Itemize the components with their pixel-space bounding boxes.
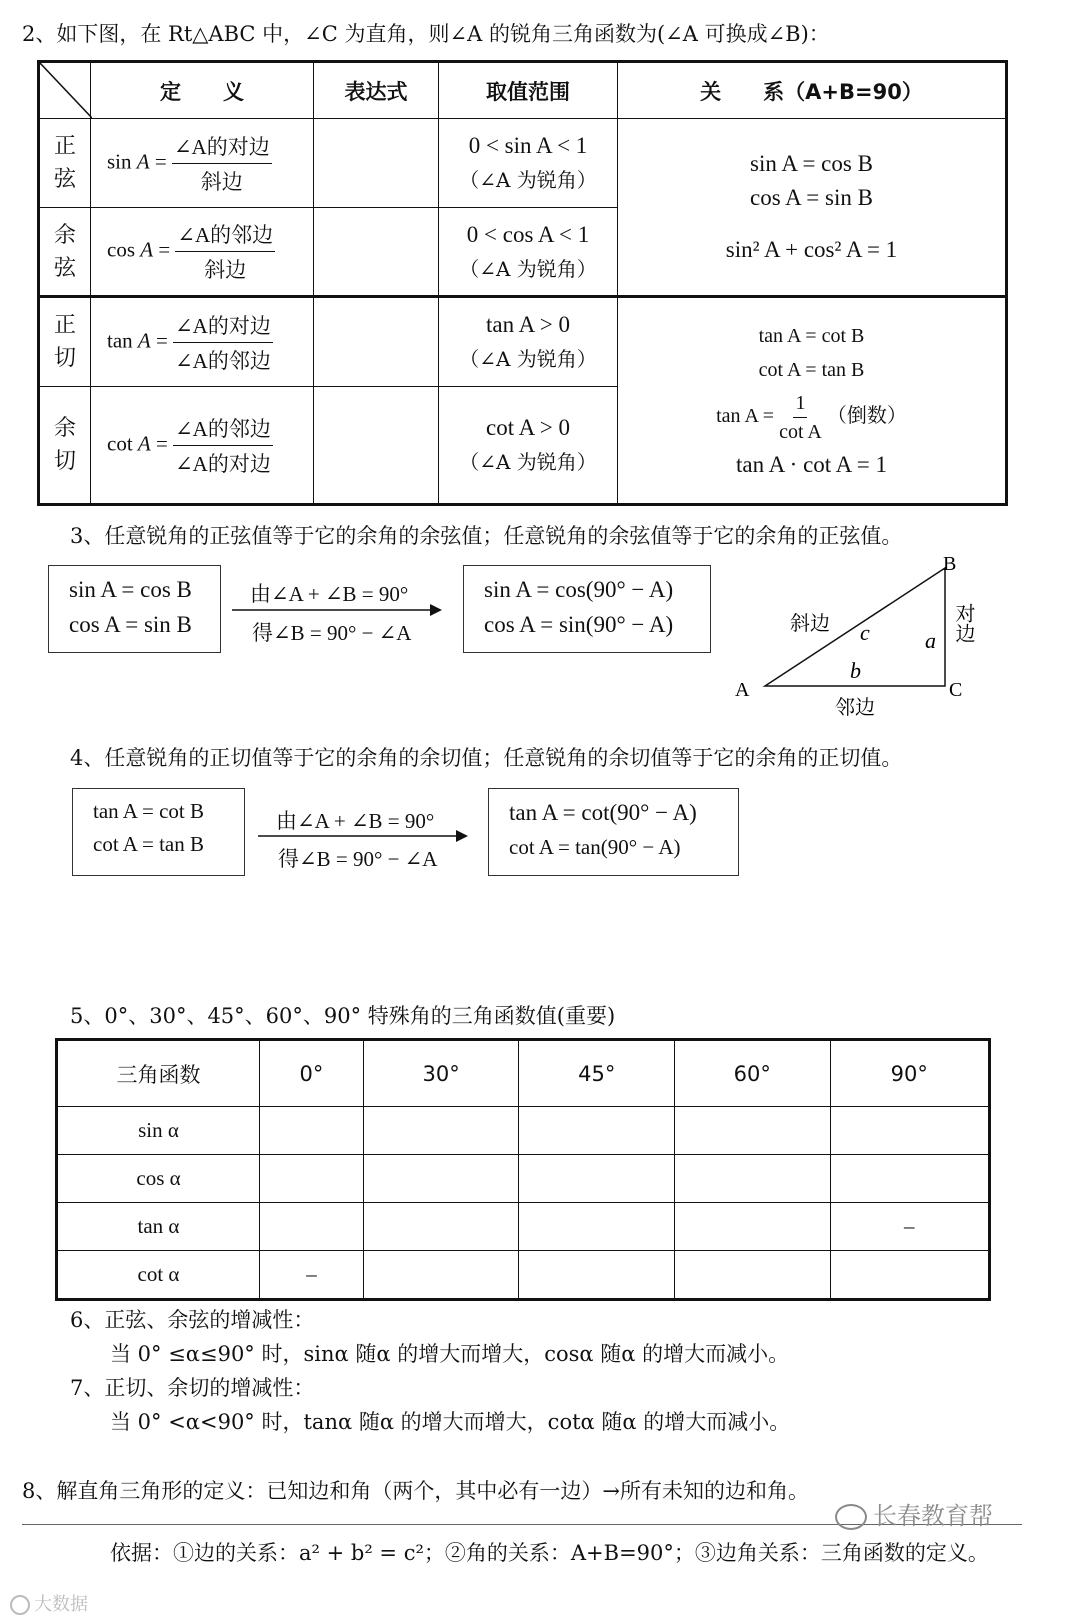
- sec4-left-box: tan A = cot B cot A = tan B: [72, 788, 245, 876]
- watermark-brand: 长春教育帮: [835, 1496, 993, 1531]
- table-cell: [260, 1155, 364, 1203]
- tancot-relations: tan A = cot B cot A = tan B tan A = $\frac{1}{\text{cot A}}$ （倒数） tan A · cot A = 1: [618, 297, 1007, 505]
- table-cell: [260, 1107, 364, 1155]
- sec3-arrow-bottom-text: 得∠B = 90° − ∠A: [252, 621, 412, 645]
- table-cell: [674, 1203, 830, 1251]
- header-0deg: 0°: [260, 1040, 364, 1107]
- section-6-title: 6、正弦、余弦的增减性：: [70, 1308, 315, 1332]
- table-cell: [519, 1203, 675, 1251]
- section-8-title: 8、解直角三角形的定义：已知边和角（两个，其中必有一边）→所有未知的边和角。: [22, 1479, 809, 1503]
- table-row: [57, 1203, 990, 1251]
- cotangent-definition: cot A = $\frac{\text{∠A的邻边}}{\text{∠A的对边}}$: [91, 387, 314, 505]
- table-cell: [363, 1107, 519, 1155]
- vertex-c: C: [949, 679, 963, 701]
- sec4-right-box: tan A = cot(90° − A) cot A = tan(90° − A): [488, 788, 739, 876]
- table-cell: [363, 1203, 519, 1251]
- table-cell: [830, 1107, 989, 1155]
- sec3-left-box: sin A = cos B cos A = sin B: [48, 565, 221, 653]
- adjacent-label: 邻边: [835, 695, 875, 719]
- watermark-corner: 大数据: [10, 1590, 88, 1616]
- row-label: 余 弦: [39, 208, 91, 297]
- side-b-label: b: [850, 658, 861, 683]
- vertex-a: A: [735, 679, 750, 701]
- table-cell: [519, 1251, 675, 1300]
- table-cell: [674, 1107, 830, 1155]
- table-cell: [519, 1107, 675, 1155]
- side-c-label: c: [860, 620, 870, 645]
- table-cell: [363, 1251, 519, 1300]
- section-7-title: 7、正切、余切的增减性：: [70, 1376, 315, 1400]
- table-cell: –: [830, 1203, 989, 1251]
- header-function: 三角函数: [57, 1040, 260, 1107]
- table-header-row: [57, 1040, 990, 1107]
- header-60deg: 60°: [674, 1040, 830, 1107]
- wechat-icon: [835, 1504, 867, 1530]
- table-row-tangent: [39, 297, 1007, 387]
- expression-cell: [314, 297, 439, 387]
- row-function-label: sin α: [57, 1107, 260, 1155]
- table-cell: –: [260, 1251, 364, 1300]
- section-2-title: 2、如下图，在 Rt△ABC 中，∠C 为直角，则∠A 的锐角三角函数为(∠A 可换成∠B)：: [22, 22, 830, 46]
- section-3-title: 3、任意锐角的正弦值等于它的余角的余弦值；任意锐角的余弦值等于它的余角的正弦值。: [70, 524, 903, 548]
- logo-icon: [10, 1595, 30, 1615]
- table-cell: [363, 1155, 519, 1203]
- row-function-label: tan α: [57, 1203, 260, 1251]
- header-90deg: 90°: [830, 1040, 989, 1107]
- section-5-title: 5、0°、30°、45°、60°、90° 特殊角的三角函数值(重要): [70, 1004, 616, 1028]
- header-relation: 关 系（A+B=90）: [618, 62, 1007, 119]
- trig-definition-table: [37, 60, 1008, 506]
- sine-definition: sin A = $\frac{\text{∠A的对边}}{\text{斜边}}$: [91, 119, 314, 208]
- cosine-definition: cos A = $\frac{\text{∠A的邻边}}{\text{斜边}}$: [91, 208, 314, 297]
- diagonal-corner-cell: [39, 62, 91, 119]
- sine-range: 0 < sin A < 1 （∠A 为锐角）: [439, 119, 618, 208]
- table-cell: [260, 1203, 364, 1251]
- header-range: 取值范围: [439, 62, 618, 119]
- expression-cell: [314, 208, 439, 297]
- sec3-right-box: sin A = cos(90° − A) cos A = sin(90° − A): [463, 565, 711, 653]
- table-cell: [519, 1155, 675, 1203]
- section-6-body: 当 0° ≤α≤90° 时，sinα 随α 的增大而增大，cosα 随α 的增大而减小。: [110, 1342, 790, 1366]
- header-45deg: 45°: [519, 1040, 675, 1107]
- row-label: 余 切: [39, 387, 91, 505]
- row-function-label: cot α: [57, 1251, 260, 1300]
- table-cell: [674, 1155, 830, 1203]
- header-30deg: 30°: [363, 1040, 519, 1107]
- tangent-range: tan A > 0 （∠A 为锐角）: [439, 297, 618, 387]
- header-expression: 表达式: [314, 62, 439, 119]
- vertex-b: B: [943, 553, 957, 575]
- expression-cell: [314, 387, 439, 505]
- table-header-row: [39, 62, 1007, 119]
- table-row: [57, 1251, 990, 1300]
- row-function-label: cos α: [57, 1155, 260, 1203]
- right-triangle-diagram: [730, 548, 1000, 723]
- opposite-label: 对边: [952, 603, 976, 643]
- sincos-relations: sin A = cos B cos A = sin B sin² A + cos² A = 1: [618, 119, 1007, 297]
- row-label: 正 弦: [39, 119, 91, 208]
- tangent-definition: tan A = $\frac{\text{∠A的对边}}{\text{∠A的邻边}}$: [91, 297, 314, 387]
- table-row-sine: [39, 119, 1007, 208]
- section-7-body: 当 0° <α<90° 时，tanα 随α 的增大而增大，cotα 随α 的增大而减小。: [110, 1410, 791, 1434]
- section-8-basis: 依据：①边的关系：a² + b² = c²；②角的关系：A+B=90°；③边角关系：三角函数的定义。: [110, 1541, 989, 1565]
- table-row: [57, 1107, 990, 1155]
- diagonal-line: [40, 63, 92, 118]
- table-cell: [830, 1251, 989, 1300]
- header-definition: 定 义: [91, 62, 314, 119]
- row-label: 正 切: [39, 297, 91, 387]
- expression-cell: [314, 119, 439, 208]
- sec4-arrow-top-text: 由∠A + ∠B = 90°: [276, 809, 435, 833]
- cosine-range: 0 < cos A < 1 （∠A 为锐角）: [439, 208, 618, 297]
- hypotenuse-label: 斜边: [790, 611, 830, 635]
- side-a-label: a: [925, 628, 936, 653]
- sec4-arrow-bottom-text: 得∠B = 90° − ∠A: [278, 847, 438, 871]
- table-cell: [674, 1251, 830, 1300]
- sec3-arrow-top-text: 由∠A + ∠B = 90°: [250, 582, 409, 606]
- special-angles-table: [55, 1038, 991, 1301]
- section-4-title: 4、任意锐角的正切值等于它的余角的余切值；任意锐角的余切值等于它的余角的正切值。: [70, 746, 903, 770]
- table-row: [57, 1155, 990, 1203]
- table-cell: [830, 1155, 989, 1203]
- cotangent-range: cot A > 0 （∠A 为锐角）: [439, 387, 618, 505]
